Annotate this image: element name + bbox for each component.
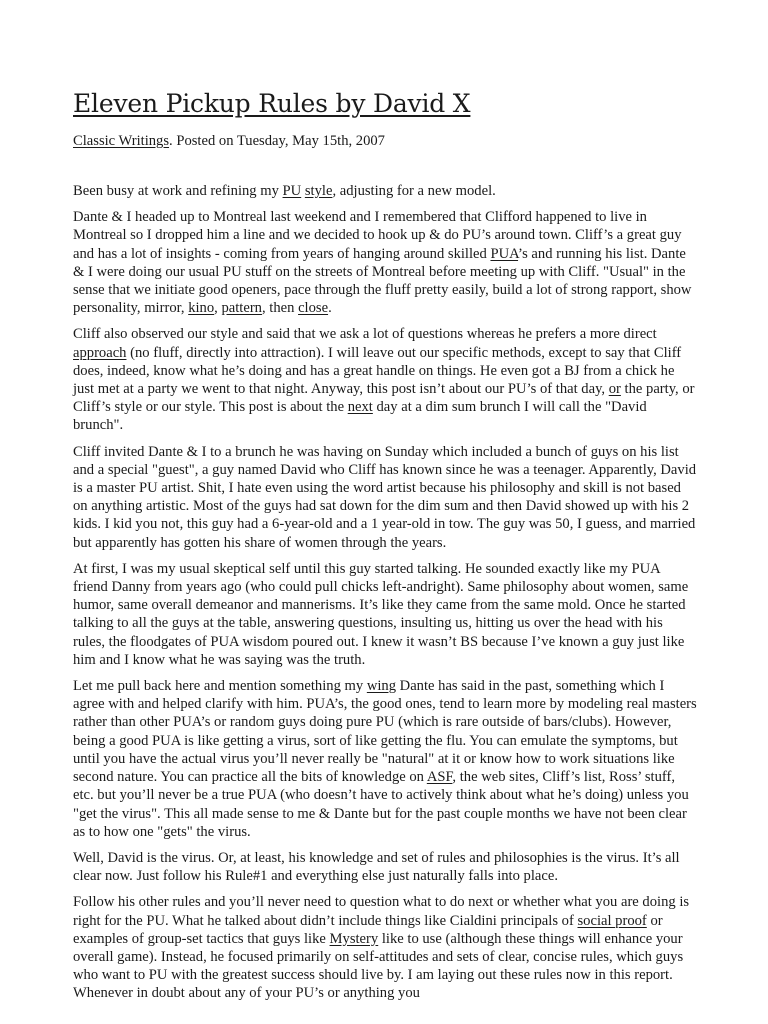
text-run: . — [328, 300, 332, 317]
inline-link[interactable]: next — [347, 399, 373, 416]
text-run: the party, or Cliff’s style or our style. This post is about the — [73, 381, 695, 416]
text-run: Dante has said in the past, something which I agree with and helped clarify with him. PUA’s, the good ones, tend to learn more by modeling real masters rather than other PUA’s or random guys doing pure PU (which is rare outside of bars/clubs). However, being a good PUA is like getting a virus, sort of like getting the flu. You can emulate the symptoms, but until you have the actual virus you’ll never really be "natural" at it or know how to work situations like second nature. You can practice all the bits of knowledge on — [73, 678, 697, 786]
inline-link[interactable]: PUA — [490, 245, 519, 262]
paragraph — [73, 893, 697, 1002]
inline-link[interactable]: ASF — [426, 769, 453, 786]
paragraph — [73, 182, 697, 200]
paragraph — [73, 560, 697, 669]
inline-link[interactable]: Mystery — [329, 930, 379, 947]
inline-link[interactable]: style — [304, 183, 333, 199]
text-run: , — [214, 300, 222, 317]
inline-link[interactable]: close — [298, 300, 329, 317]
inline-link[interactable]: PU — [282, 183, 302, 199]
text-run: like to use (although these things will enhance your overall game). Instead, he focused primarily on self-attitudes and sets of clear, concise rules, which guys who want to PU with the greatest success should live by. I am laying out these rules now in this report. Whenever in doubt about any of your PU’s or anything you — [73, 930, 684, 1002]
text-run: , then — [261, 300, 299, 317]
text-run: Follow his other rules and you’ll never need to question what to do next or whether what you are doing is right for the PU. What he talked about didn’t include things like Cialdini principals of — [73, 894, 690, 929]
text-run: Cliff invited Dante & I to a brunch he was having on Sunday which included a bunch of guys on his list and a special "guest", a guy named David who Cliff has known since he was a teenager. Apparently, David is a master PU artist. Shit, I hate even using the word artist because his philosophy and skill is not based on anything artistic. Most of the guys had sat down for the dim sum and then David showed up with his 2 kids. I kid you not, this guy had a 6-year-old and a 1 year-old in tow. The guy was 50, I guess, and married but apparently has gotten his share of women through the years. — [73, 443, 697, 551]
text-run: Been busy at work and refining my — [73, 183, 283, 199]
paragraph — [73, 443, 697, 552]
text-run: , adjusting for a new model. — [332, 183, 496, 199]
text-run: or examples of group-set tactics that guys like — [73, 912, 663, 947]
paragraph — [73, 325, 697, 434]
inline-link[interactable]: or — [608, 381, 621, 398]
post-meta — [73, 132, 697, 150]
text-run: Well, David is the virus. Or, at least, his knowledge and set of rules and philosophies is the virus. It’s all clear now. Just follow his Rule#1 and everything else just naturally falls into place. — [73, 849, 680, 885]
category-link[interactable]: Classic Writings — [73, 133, 170, 149]
article-body — [73, 182, 697, 1003]
text-run: At first, I was my usual skeptical self until this guy started talking. He sounded exactly like my PUA friend Danny from years ago (who could pull chicks left-andright). Same philosophy about women, same humor, same overall demeanor and mannerisms. It’s like they came from the same mold. Once he started talking to all the guys at the table, answering questions, insulting us, hitting us over the head with his rules, the floodgates of PUA wisdom poured out. I knew it wasn’t BS because I’ve known a guy just like him and I know what he was saying was the truth. — [73, 560, 689, 668]
text-run: , the web sites, Cliff’s list, Ross’ stuff, etc. but you’ll never be a true PUA (who doesn’t have to actively think about what he’s doing) unless you "get the virus". This all made sense to me & Dante but for the past couple months we have not been clear as to how one "gets" the virus. — [73, 769, 689, 840]
inline-link[interactable]: kino — [188, 300, 215, 317]
paragraph — [73, 208, 697, 317]
inline-link[interactable]: pattern — [221, 300, 262, 317]
article-title: Eleven Pickup Rules by David X — [73, 89, 471, 118]
inline-link[interactable]: approach — [73, 344, 127, 361]
text-run: Cliff also observed our style and said that we ask a lot of questions whereas he prefers a more direct — [73, 326, 657, 343]
inline-link[interactable]: social proof — [577, 912, 647, 929]
text-run: day at a dim sum brunch I will call the "David brunch". — [73, 399, 647, 434]
text-run: ’s and running his list. Dante & I were doing our usual PU stuff on the streets of Montreal before meeting up with Cliff. "Usual" in the sense that we initiate good openers, pace through the fluff pretty easily, build a lot of strong rapport, show personality, mirror, — [73, 245, 692, 317]
paragraph — [73, 677, 697, 841]
text-run: Dante & I headed up to Montreal last weekend and I remembered that Clifford happened to live in Montreal so I dropped him a line and we decided to hook up & do PU’s around town. Cliff’s a great guy and has a lot of insights - coming from years of hanging around skilled — [73, 209, 682, 262]
inline-link[interactable]: wing — [366, 678, 397, 695]
article-page — [73, 86, 697, 1011]
text-run: (no fluff, directly into attraction). I will leave out our specific methods, except to say that Cliff does, indeed, know what he’s doing and has a great handle on things. He even got a BJ from a chick he just met at a party we went to that night. Anyway, this post isn’t about our PU’s of that day, — [73, 344, 682, 398]
post-date: . Posted on Tuesday, May 15th, 2007 — [169, 133, 385, 149]
text-run: Let me pull back here and mention something my — [73, 678, 367, 695]
paragraph — [73, 849, 697, 885]
